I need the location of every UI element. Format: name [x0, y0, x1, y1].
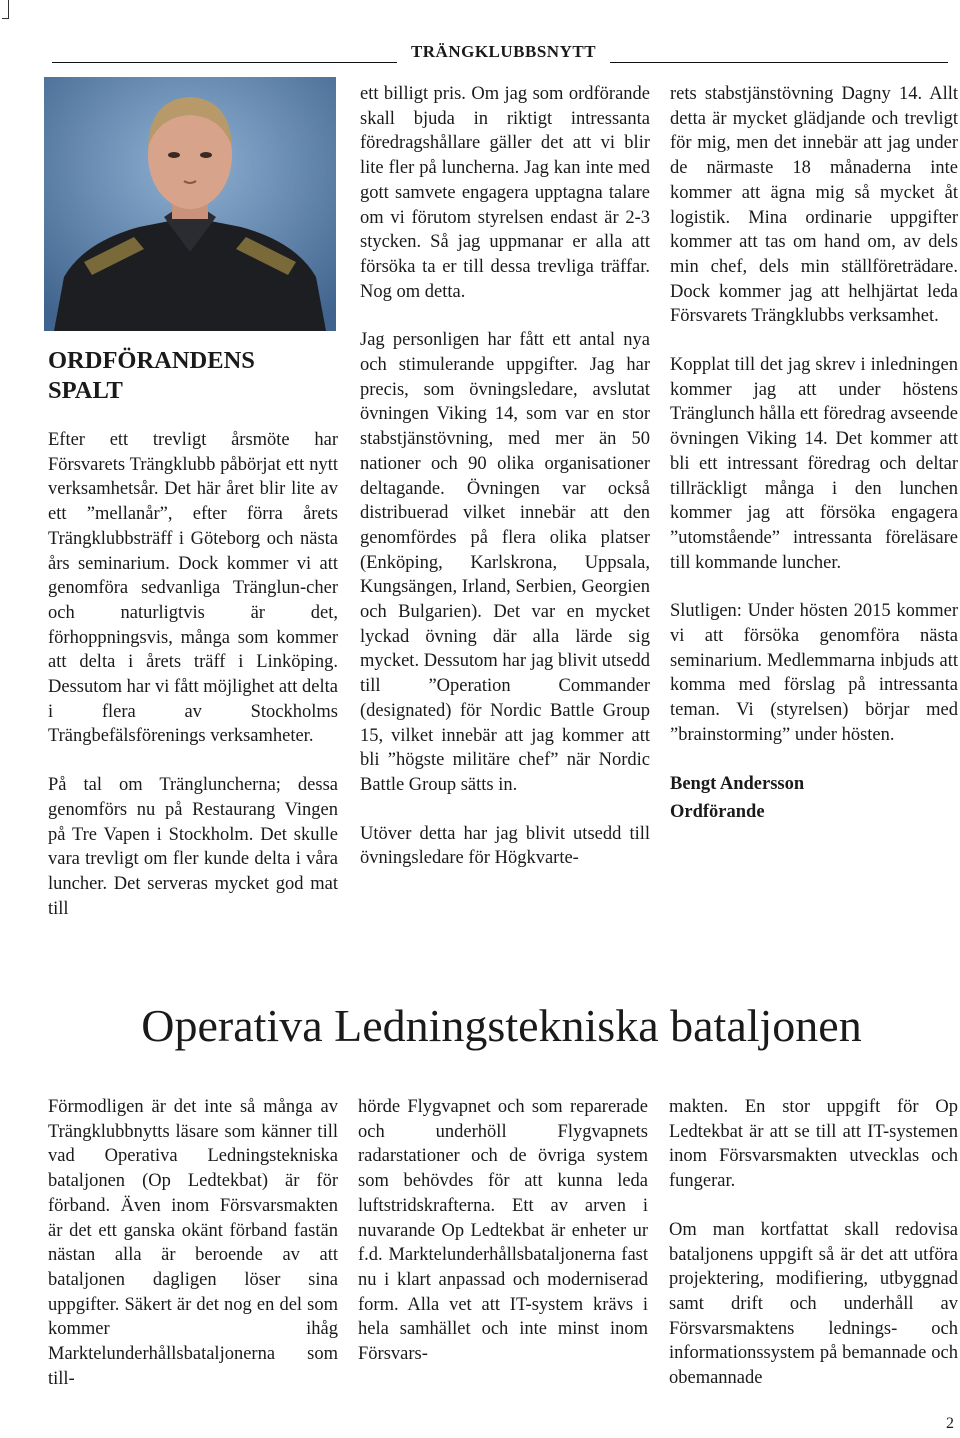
paragraph: ett billigt pris. Om jag som ordförande skall bjuda in riktigt intressanta föredragshållare gäller det att vi blir lite fler på luncherna. Jag kan inte med gott samvete engagera upptagna talare om vi förutom styrelsen endast är 2-3 stycken. Så jag uppmanar er alla att försöka ta er till dessa trevliga träffar. Nog om detta.	[360, 84, 650, 302]
column-heading-line1: ORDFÖRANDENS	[48, 347, 255, 374]
paragraph: Efter ett trevligt årsmöte har Försvarets Trängklubb påbörjat ett nytt verksamhetsår. Det här året blir lite av ett ”mellanår”, efter förra årets Trängklubbsträff i Göteborg och nästa års seminarium. Dock kommer vi att genomföra sedvanliga Tränglun-cher och naturligtvis är det, förhoppningsvis, många som kommer att delta i årets träff i Linköping. Dessutom har vi fått möjlighet att delta i flera av Stockholms Trängbefälsförenings verksamheter.	[48, 430, 338, 747]
paragraph: rets stabstjänstövning Dagny 14. Allt detta är mycket glädjande och trevligt för mig, men det innebär att jag under de närmaste 18 månaderna inte kommer att ägna mig så mycket åt logistik. Mina ordinarie uppgifter kommer att tas om hand om, av dels min chef, dels min ställföreträdare. Dock kommer jag att helhjärtat leda Försvarets Trängklubbs verksamhet.	[670, 84, 958, 327]
column-heading	[48, 346, 338, 406]
column-heading-line2: SPALT	[48, 377, 123, 404]
paragraph: Slutligen: Under hösten 2015 kommer vi att försöka genomföra nästa seminarium. Medlemmarna inbjuds att komma med förslag på intressanta teman. Vi (styrelsen) börjar med ”brainstorming” under hösten.	[670, 601, 958, 745]
signature-title: Ordförande	[670, 802, 765, 823]
paragraph: Om man kortfattat skall redovisa bataljonens uppgift så är det att utföra projektering, modifiering, utbyggnad samt drift och underhåll av Försvarsmaktens lednings- och informationssystem på bemannade och obemannade	[669, 1219, 958, 1389]
paragraph: Utöver detta har jag blivit utsedd till övningsledare för Högkvarte-	[360, 823, 650, 869]
article-column-6	[669, 1095, 958, 1391]
article-column-1	[48, 428, 338, 921]
page-number: 2	[946, 1415, 954, 1432]
paragraph: På tal om Trängluncherna; dessa genomförs nu på Restaurang Vingen på Tre Vapen i Stockholm. Det skulle vara trevligt om fler kunde delta i våra luncher. Det serveras mycket god mat till	[48, 775, 338, 919]
header-rule-right	[610, 62, 948, 63]
signature-name: Bengt Andersson	[670, 773, 805, 794]
paragraph: Förmodligen är det inte så många av Trängklubbnytts läsare som känner till vad Operativa Ledningstekniska bataljonen (Op Ledtekbat) är för förband. Även inom Försvarsmakten är det ett ganska okänt förband fastän nästan alla är beroende av att bataljonen dagligen löser sina uppgifter. Säkert är det nog en del som kommer ihåg Marktelunderhållsbataljonerna som till-	[48, 1097, 338, 1389]
article-column-3	[670, 82, 958, 825]
article-column-5	[358, 1095, 648, 1367]
portrait-photo	[44, 77, 336, 331]
paragraph: Kopplat till det jag skrev i inledningen kommer jag att under höstens Tränglunch hålla ett föredrag avseende övningen Viking 14. Det kommer att bli ett intressant föredrag och deltar tillräckligt många i den lunchen kommer jag att försöka engagera ”utomstående” intressanta föreläsare till kommande luncher.	[670, 355, 959, 573]
paragraph: Jag personligen har fått ett antal nya och stimulerande uppgifter. Jag har precis, som övningsledare, avslutat övningen Viking 14, som var en stor stabstjänstövning, med mer än 50 nationer och 90 olika organisationer deltagande. Övningen var också distribuerad vilket innebär att den genomfördes på flera olika platser (Enköping, Karlskrona, Uppsala, Kungsängen, Irland, Serbien, Georgien och Bulgarien). Det var en mycket lyckad övning där alla lärde sig mycket. Dessutom har jag blivit utsedd till ”Operation Commander (designated) för Nordic Battle Group 15, vilket innebär att jag kommer att bli ”högste militäre chef” när Nordic Battle Group sätts in.	[360, 330, 650, 795]
paragraph: makten. En stor uppgift för Op Ledtekbat är att se till att IT-systemen inom Försvarsmakten utvecklas och fungerar.	[669, 1097, 958, 1192]
running-header: TRÄNGKLUBBSNYTT	[410, 42, 597, 61]
article-headline: Operativa Ledningstekniska bataljonen	[141, 1000, 862, 1051]
corner-crop-mark	[2, 0, 9, 19]
article-column-2	[360, 82, 650, 871]
header-rule-left	[52, 62, 397, 63]
paragraph: hörde Flygvapnet och som reparerade och underhöll Flygvapnets radarstationer och de övriga system som behövdes för att kunna leda luftstridskrafterna. Ett av arven i nuvarande Op Ledtekbat är enheter ur f.d. Marktelunderhållsbataljonerna fast nu i klart anpassad och moderniserad form. Alla vet att IT-system krävs i hela samhället och inte minst inom Försvars-	[358, 1097, 648, 1365]
article-column-4	[48, 1095, 338, 1391]
